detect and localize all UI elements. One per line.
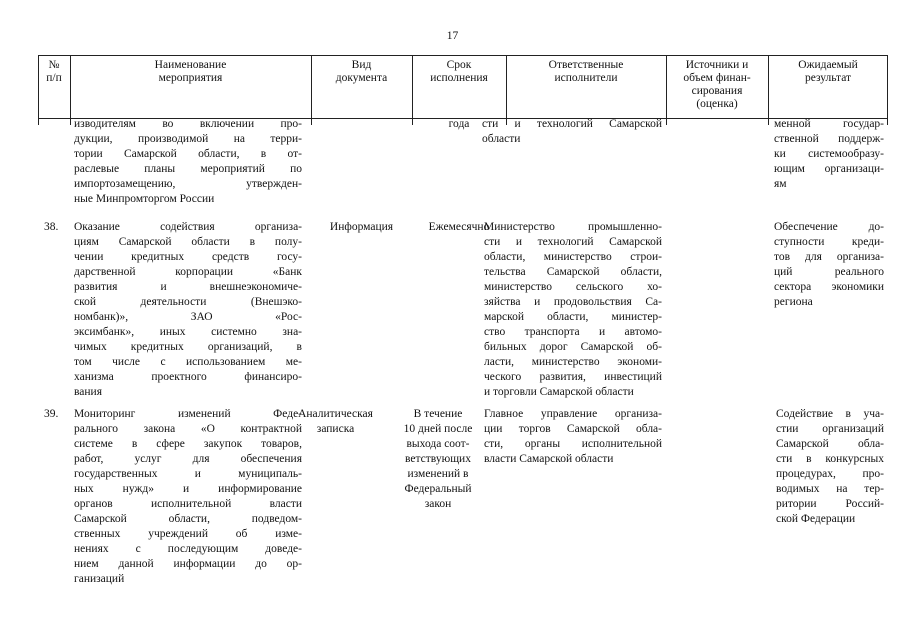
row-38-num [44,220,70,235]
text-line: ных нужд» и информирование [74,483,302,495]
text-line: 10 дней после [403,423,473,435]
text-line: исполнители [554,72,618,84]
text-line: тов для организа- [774,251,884,263]
text-line: 39. [44,408,59,420]
divider-stub [887,117,888,125]
row-38-executors [484,220,662,400]
header-executors [506,56,666,118]
text-line: Ожидаемый [798,59,858,71]
column-divider [666,56,667,118]
text-line: п/п [46,72,62,84]
header-doc-type [311,56,412,118]
text-line: Оказание содействия организа- [74,221,302,233]
text-line: Аналитическая [298,408,373,420]
text-line: импортозамещению, утвержден- [74,178,302,190]
text-line: системе в сфере закупок товаров, [74,438,302,450]
text-line: рального закона «О контрактной [74,423,302,435]
text-line: власти Самарской области [484,453,614,465]
text-line: ции торгов Самарской обла- [484,423,662,435]
column-divider [311,56,312,118]
text-line: сти, органы исполнительной [484,438,662,450]
divider-stub [70,117,71,125]
text-line: документа [335,72,388,84]
text-line: ям [774,178,787,190]
text-line: Ежемесячно [428,221,490,233]
text-line: Информация [329,221,394,233]
text-line: 38. [44,221,59,233]
text-line: номбанк)», ЗАО «Рос- [74,311,302,323]
text-line: Вид [351,59,372,71]
text-line: Главное управление организа- [484,408,662,420]
text-line: Обеспечение до- [774,221,884,233]
row-39-name [74,407,302,587]
row-39-result [776,407,884,527]
text-line: объем финан- [683,72,751,84]
row-38-doc-type [311,220,412,235]
header-num [38,56,70,118]
text-line: развития и внешнеэкономиче- [74,281,302,293]
column-divider [768,56,769,118]
header-deadline [412,56,506,118]
text-line: изводителям во включении про- [74,118,302,130]
text-line: ческого развития, инвестиций [484,371,662,383]
text-line: ступности креди- [774,236,884,248]
text-line: мероприятия [158,72,223,84]
text-line: (оценка) [696,98,738,110]
text-line: том числе с использованием ме- [74,356,302,368]
column-divider [506,56,507,118]
text-line: ханизма проектного финансиро- [74,371,302,383]
text-line: тельства Самарской области, [484,266,662,278]
text-line: области [482,133,521,145]
text-line: марской области, министер- [484,311,662,323]
text-line: № [48,59,60,71]
text-line: бильных дорог Самарской об- [484,341,662,353]
text-line: Ответственные [548,59,624,71]
text-line: закон [424,498,452,510]
text-line: Срок [446,59,472,71]
page-number: 17 [446,30,459,42]
text-line: чимых кредитных организаций, в [74,341,302,353]
text-line: года [448,118,470,130]
text-line: сти и технологий Самарской [484,236,662,248]
text-line: Содействие в уча- [776,408,884,420]
text-line: циям Самарской области в полу- [74,236,302,248]
text-line: Наименование [154,59,227,71]
text-line: чении кредитных средств госу- [74,251,302,263]
text-line: дарственной корпорации «Банк [74,266,302,278]
text-line: вания [74,386,102,398]
text-line: Источники и [685,59,749,71]
column-divider [412,56,413,118]
header-result [768,56,888,118]
text-line: водимых на тер- [776,483,884,495]
row-39-deadline [391,407,485,512]
text-line: нием данной информации до ор- [74,558,302,570]
text-line: исполнения [430,72,488,84]
plan-table [38,55,888,585]
text-line: органов исполнительной власти [74,498,302,510]
text-line: изменений в [407,468,469,480]
text-line: ющим организаци- [774,163,884,175]
text-line: дукции, производимой на терри- [74,133,302,145]
text-line: ство транспорта и автомо- [484,326,662,338]
text-line: ций реального [774,266,884,278]
text-line: и торговли Самарской области [484,386,634,398]
text-line: Министерство промышленно- [484,221,662,233]
column-divider [38,56,39,118]
text-line: ской деятельности (Внешэко- [74,296,302,308]
column-divider [887,56,888,118]
table-header [38,55,888,119]
text-line: ганизаций [74,573,125,585]
text-line: нениях с последующим доведе- [74,543,302,555]
text-line: Мониторинг изменений Феде- [74,408,302,420]
row-continuation-executors [482,117,662,147]
divider-stub [311,117,312,125]
text-line: ки системообразу- [774,148,884,160]
text-line: государственных и муниципаль- [74,468,302,480]
header-name [70,56,311,118]
text-line: сти и технологий Самарской [482,118,662,130]
text-line: сектора экономики [774,281,884,293]
text-line: записка [316,423,355,435]
text-line: работ, услуг для обеспечения [74,453,302,465]
text-line: региона [774,296,813,308]
text-line: тории Самарской области, в от- [74,148,302,160]
text-line: зяйства и продовольствия Са- [484,296,662,308]
text-line: результат [804,72,852,84]
text-line: ственных учреждений об изме- [74,528,302,540]
text-line: менной государ- [774,118,884,130]
text-line: ветствующих [405,453,471,465]
text-line: стии организаций [776,423,884,435]
row-39-doc-type [285,407,386,437]
text-line: ные Минпромторгом России [74,193,215,205]
text-line: В течение [413,408,463,420]
row-39-num [44,407,70,422]
text-line: области, министерство строи- [484,251,662,263]
text-line: сирования [691,85,743,97]
text-line: министерство сельского хо- [484,281,662,293]
text-line: ственной поддерж- [774,133,884,145]
divider-stub [768,117,769,125]
text-line: сти в конкурсных [776,453,884,465]
header-sources [666,56,768,118]
row-continuation-result [774,117,884,192]
row-39-executors [484,407,662,467]
text-line: раслевые планы мероприятий по [74,163,302,175]
text-line: выхода соот- [406,438,470,450]
row-38-name [74,220,302,400]
text-line: ласти, министерство экономи- [484,356,662,368]
column-divider [70,56,71,118]
divider-stub [666,117,667,125]
text-line: ритории Россий- [776,498,884,510]
text-line: процедурах, про- [776,468,884,480]
divider-stub [38,117,39,125]
text-line: Самарской обла- [776,438,884,450]
row-continuation-name [74,117,302,207]
text-line: эксимбанк», иных системно зна- [74,326,302,338]
text-line: ской Федерации [776,513,856,525]
row-38-result [774,220,884,310]
text-line: Федеральный [404,483,472,495]
text-line: Самарской области, подведом- [74,513,302,525]
